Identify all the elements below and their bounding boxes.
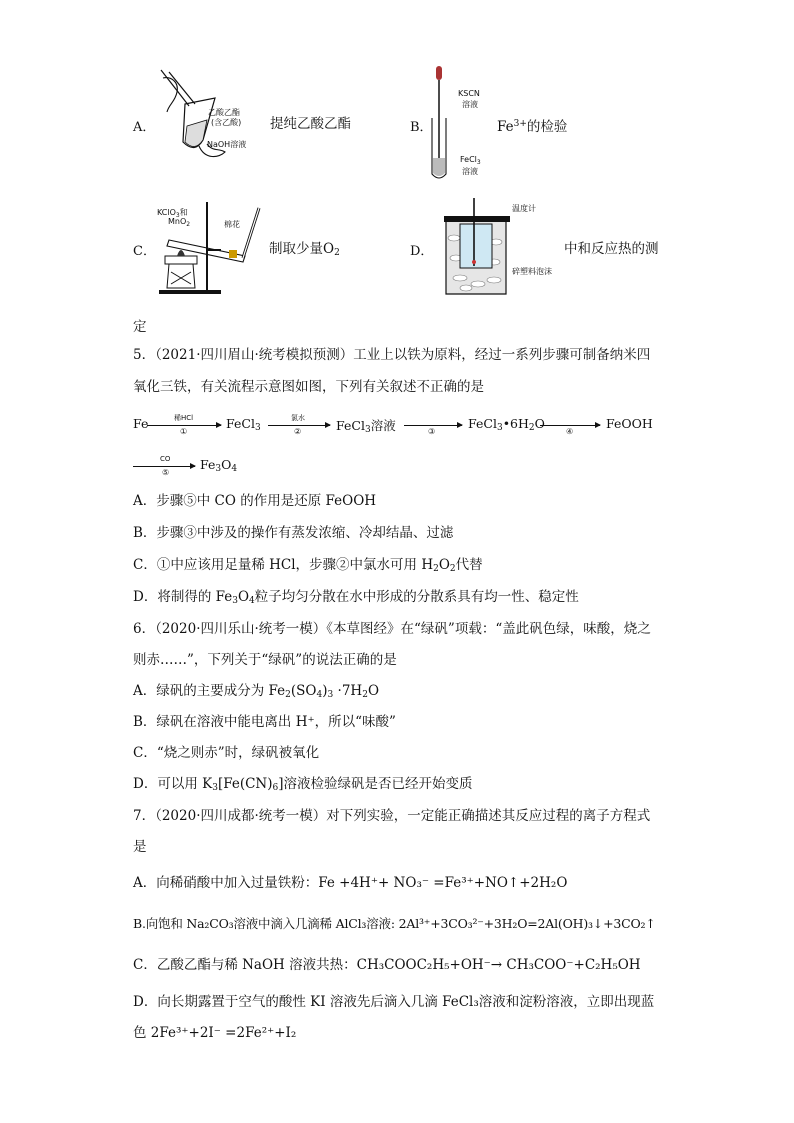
q5-option-a: A．步骤⑤中 CO 的作用是还原 FeOOH <box>133 493 377 509</box>
q7-option-a: A．向稀硝酸中加入过量铁粉：Fe +4H⁺+ NO₃⁻ =Fe³⁺+NO↑+2H₂O <box>133 875 568 891</box>
flow-step1-number: ① <box>180 427 188 436</box>
q5-option-b: B．步骤③中涉及的操作有蒸发浓缩、冷却结晶、过滤 <box>133 525 454 541</box>
q7-line-1: 7．（2020·四川成都·统考一模）对下列实验，一定能正确描述其反应过程的离子方程式 <box>133 808 651 824</box>
figure-b-label-1: KSCN <box>458 89 480 98</box>
q5-option-c: C．①中应该用足量稀 HCl，步骤②中氯水可用 $H_2O_2$代替 <box>133 557 483 574</box>
option-d-letter: D． <box>410 244 434 259</box>
q7-option-d-line-1: D．向长期露置于空气的酸性 KI 溶液先后滴入几滴 FeCl₃溶液和淀粉溶液，立即出现蓝 <box>133 994 655 1010</box>
option-c-letter: C． <box>133 244 156 259</box>
flow-step3-number: ③ <box>428 427 436 436</box>
q5-line-2: 氧化三铁，有关流程示意图如图，下列有关叙述不正确的是 <box>133 379 484 395</box>
q7-option-c: C．乙酸乙酯与稀 NaOH 溶液共热：CH₃COOC₂H₅+OH⁻→ CH₃COO⁻+C₂H₅OH <box>133 957 641 973</box>
option-b-letter: B． <box>410 120 433 135</box>
flow-step1-reagent: 稀HCl <box>174 414 194 422</box>
figure-b-label-3: FeCl$_3$ <box>460 155 481 166</box>
option-b-caption: $Fe^{3+}$的检验 <box>497 119 568 135</box>
flow-step2-reagent: 氯水 <box>291 414 305 422</box>
flow-fe: Fe <box>133 416 149 431</box>
flow-feooh: FeOOH <box>606 416 653 431</box>
option-a-caption: 提纯乙酸乙酯 <box>270 116 351 132</box>
figure-d-label-1: 温度计 <box>512 204 536 213</box>
figure-b-label-2: 溶液 <box>462 100 478 109</box>
option-d-caption: 中和反应热的测 <box>564 241 659 257</box>
q6-line-2: 则赤……”，下列关于“绿矾”的说法正确的是 <box>133 652 397 668</box>
flow-step4-number: ④ <box>566 427 574 436</box>
q6-line-1: 6．（2020·四川乐山·统考一模）《本草图经》在“绿矾”项载：“盖此矾色绿，味酸，烧之 <box>133 621 651 637</box>
flow-fecl3-solution: FeCl$_3$溶液 <box>336 418 396 435</box>
q6-option-b: B．绿矾在溶液中能电离出 H⁺，所以“味酸” <box>133 714 396 730</box>
figure-a-label-2: (含乙酸) <box>211 118 242 127</box>
flow-arrow-5 <box>133 466 195 467</box>
figure-c-label-2: MnO$_2$ <box>168 217 191 228</box>
q5-line-1: 5．（2021·四川眉山·统考模拟预测）工业上以铁为原料，经过一系列步骤可制备纳米四 <box>133 347 651 363</box>
flow-arrow-4 <box>540 425 600 426</box>
figure-c-label-1: KClO$_3$和 <box>157 208 188 219</box>
q7-option-b: B.向饱和 Na₂CO₃溶液中滴入几滴稀 AlCl₃溶液: 2Al³⁺+3CO₃²⁻+3H₂O=2Al(OH)₃↓+3CO₂↑ <box>133 916 656 931</box>
figure-d-label-2: 碎塑料泡沫 <box>512 267 552 276</box>
flow-step5-reagent: CO <box>160 455 171 463</box>
figure-c-label-3: 棉花 <box>224 220 240 229</box>
flow-fe3o4: $Fe_3O_4$ <box>200 457 238 474</box>
q7-option-d-line-2: 色 2Fe³⁺+2I⁻ =2Fe²⁺+I₂ <box>133 1025 297 1041</box>
option-d-caption-cont: 定 <box>133 319 147 335</box>
flow-fecl3-hydrate: $FeCl_3•6H_2O$ <box>468 416 545 433</box>
q7-line-2: 是 <box>133 839 147 855</box>
flow-step5-number: ⑤ <box>162 468 170 477</box>
q6-option-c: C．“烧之则赤”时，绿矾被氧化 <box>133 745 320 761</box>
flow-arrow-2 <box>268 425 330 426</box>
flow-arrow-1 <box>147 425 221 426</box>
figure-a-label-1: 乙酸乙酯 <box>208 108 240 117</box>
flow-arrow-3 <box>404 425 462 426</box>
calorimeter-figure <box>444 198 510 298</box>
option-a-letter: A． <box>133 120 156 135</box>
q6-option-a: A．绿矾的主要成分为 $Fe_2(SO_4)_3 \cdot 7H_2O$ <box>133 683 380 700</box>
q5-option-d: D．将制得的 $Fe_3O_4$粒子均匀分散在水中形成的分散系具有均一性、稳定性 <box>133 589 579 606</box>
figure-a-label-3: NaOH溶液 <box>207 140 247 149</box>
flow-step2-number: ② <box>294 427 302 436</box>
figure-b-label-4: 溶液 <box>462 167 478 176</box>
q6-option-d: D．可以用 $K_3[Fe(CN)_6]$溶液检验绿矾是否已经开始变质 <box>133 776 473 793</box>
flow-fecl3: FeCl$_3$ <box>226 416 261 433</box>
option-c-caption: 制取少量$O_2$ <box>269 241 340 258</box>
